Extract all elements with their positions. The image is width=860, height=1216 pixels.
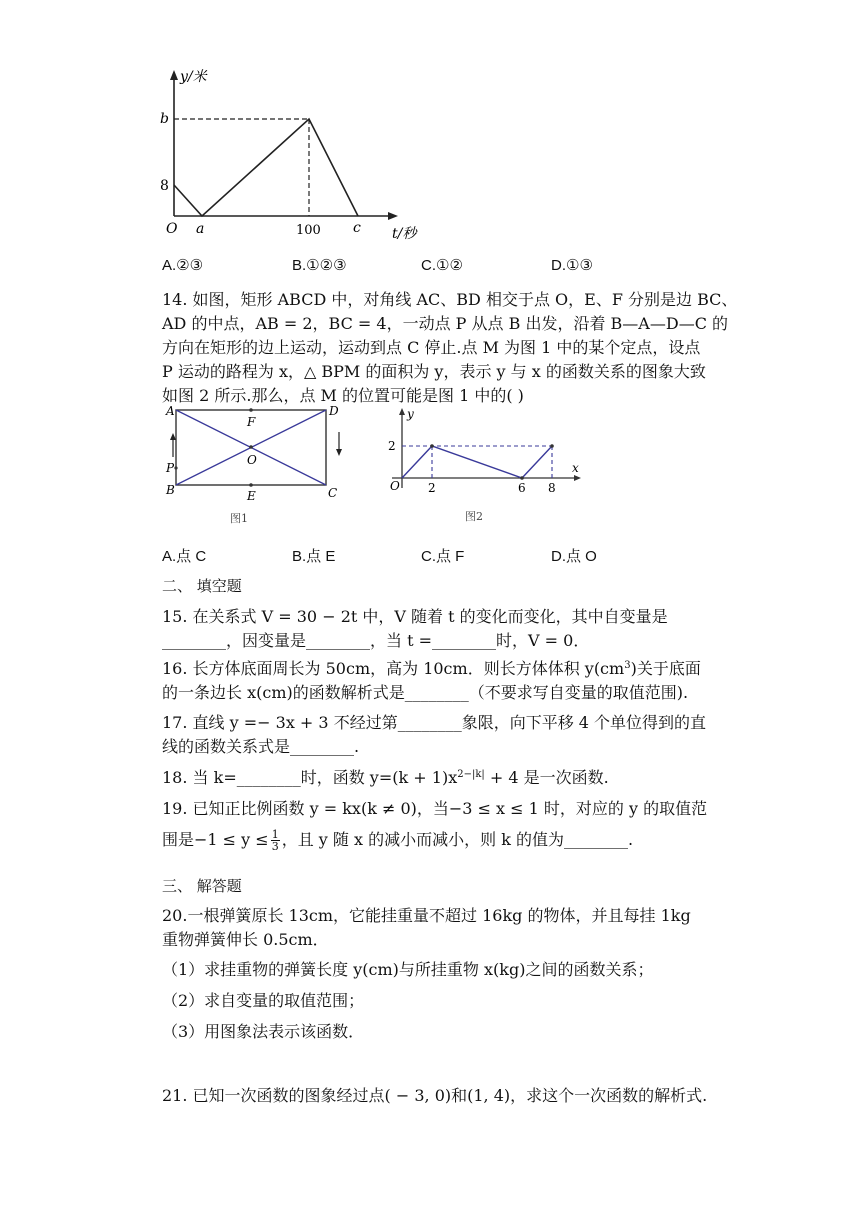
q21-line: 21. 已知一次函数的图象经过点( − 3, 0)和(1, 4)，求这个一次函数的解析式.	[162, 1086, 708, 1105]
label-a: A	[166, 404, 175, 418]
label-b: B	[166, 483, 175, 497]
label-e: E	[247, 489, 256, 503]
label-o: O	[247, 453, 257, 467]
point-p	[174, 466, 177, 469]
fig2-origin: O	[390, 479, 400, 493]
q13-graph-line	[174, 119, 358, 216]
q13-y-arrow	[170, 70, 178, 80]
q16-line-2: 的一条边长 x(cm)的函数解析式是________（不要求写自变量的取值范围).	[162, 683, 689, 702]
q14-option-b: B.点 E	[292, 548, 336, 565]
q13-graph	[160, 66, 420, 242]
fig2-tick-6: 6	[518, 481, 526, 495]
q13-tick-c: c	[353, 220, 361, 236]
q13-x-label: t/秒	[392, 226, 417, 242]
point-o	[249, 445, 253, 449]
q15-line-2: ________，因变量是________，当 t =________时，V = 0．	[162, 631, 590, 650]
q14-line-3: 方向在矩形的边上运动，运动到点 C 停止.点 M 为图 1 中的某个定点，设点	[162, 338, 701, 357]
section-answer-heading: 三、 解答题	[162, 877, 242, 895]
q13-tick-8: 8	[160, 178, 169, 194]
fig2-point-2	[430, 444, 434, 448]
fig2-point-8	[550, 444, 554, 448]
label-f: F	[247, 415, 256, 429]
point-f	[249, 408, 253, 412]
q20-sub-2: （2）求自变量的取值范围；	[162, 991, 365, 1010]
q17-line-1: 17. 直线 y =− 3x + 3 不经过第________象限，向下平移 4 个单位得到的直	[162, 713, 707, 732]
fig2-y-label: y	[407, 407, 414, 421]
q19-line-1: 19. 已知正比例函数 y = kx(k ≠ 0)，当−3 ≤ x ≤ 1 时，对应的 y 的取值范	[162, 799, 708, 818]
q13-option-a: A.②③	[162, 257, 204, 274]
q20-sub-1: （1）求挂重物的弹簧长度 y(cm)与所挂重物 x(kg)之间的函数关系；	[162, 960, 654, 979]
q14-line-4: P 运动的路程为 x，△ BPM 的面积为 y，表示 y 与 x 的函数关系的图象大致	[162, 362, 706, 381]
q14-figure-1	[162, 402, 352, 532]
q14-option-c: C.点 F	[421, 548, 465, 565]
q13-y-label: y/米	[180, 69, 207, 85]
fig2-graph-line	[402, 446, 552, 478]
q14-option-a: A.点 C	[162, 548, 207, 565]
fig2-point-6	[520, 476, 524, 480]
q13-x-arrow	[388, 212, 398, 220]
q13-tick-100: 100	[296, 223, 321, 238]
fig2-y-arrow	[399, 408, 405, 415]
figure-1-caption: 图1	[230, 512, 248, 525]
fig2-tick-8: 8	[548, 481, 556, 495]
q14-line-1: 14. 如图，矩形 ABCD 中，对角线 AC、BD 相交于点 O，E、F 分别是边 BC、	[162, 290, 738, 309]
up-arrow-icon	[170, 433, 176, 440]
q14-option-d: D.点 O	[551, 548, 597, 565]
q20-line-2: 重物弹簧伸长 0.5cm．	[162, 930, 329, 949]
label-d: D	[329, 404, 339, 418]
q13-option-d: D.①③	[551, 257, 593, 274]
q19-line-2: 围是−1 ≤ y ≤ $\frac{1}{3}$ ，且 y 随 x 的减小而减小，则 k 的值为________.	[162, 828, 634, 853]
q13-tick-a: a	[196, 221, 205, 237]
point-e	[249, 483, 253, 487]
q13-option-b: B.①②③	[292, 257, 347, 274]
q13-tick-b: b	[160, 111, 169, 127]
down-arrow-icon	[336, 449, 342, 456]
q18-line: 18. 当 k=________时，函数 $y=(k + 1)x^{2-|k|} + 4$ 是一次函数.	[162, 768, 609, 787]
label-p: P	[166, 461, 175, 475]
q14-figure-2	[382, 404, 592, 530]
fig2-x-arrow	[574, 475, 581, 481]
q13-origin: O	[166, 221, 178, 237]
q14-line-5: 如图 2 所示.那么，点 M 的位置可能是图 1 中的( )	[162, 386, 524, 405]
q17-line-2: 线的函数关系式是________.	[162, 737, 360, 756]
q15-line-1: 15. 在关系式 V = 30 − 2t 中，V 随着 t 的变化而变化，其中自变量是	[162, 607, 668, 626]
fraction-one-third: $\frac{1}{3}$	[271, 828, 279, 853]
fig2-tick-2y: 2	[388, 439, 396, 453]
figure-2-caption: 图2	[465, 510, 483, 523]
fig2-x-label: x	[572, 461, 579, 475]
section-fill-in-heading: 二、 填空题	[162, 577, 242, 595]
q16-line-1: 16. 长方体底面周长为 50cm，高为 10cm．则长方体体积 $y(cm^3)$关于底面	[162, 659, 701, 678]
label-c: C	[328, 486, 338, 500]
fig2-tick-2: 2	[428, 481, 436, 495]
q20-line-1: 20.一根弹簧原长 13cm，它能挂重量不超过 16kg 的物体，并且每挂 1kg	[162, 906, 691, 925]
q14-line-2: AD 的中点，AB = 2，BC = 4，一动点 P 从点 B 出发，沿着 B—A—D—C 的	[162, 314, 729, 333]
q20-sub-3: （3）用图象法表示该函数．	[162, 1022, 365, 1041]
q13-option-c: C.①②	[421, 257, 463, 274]
